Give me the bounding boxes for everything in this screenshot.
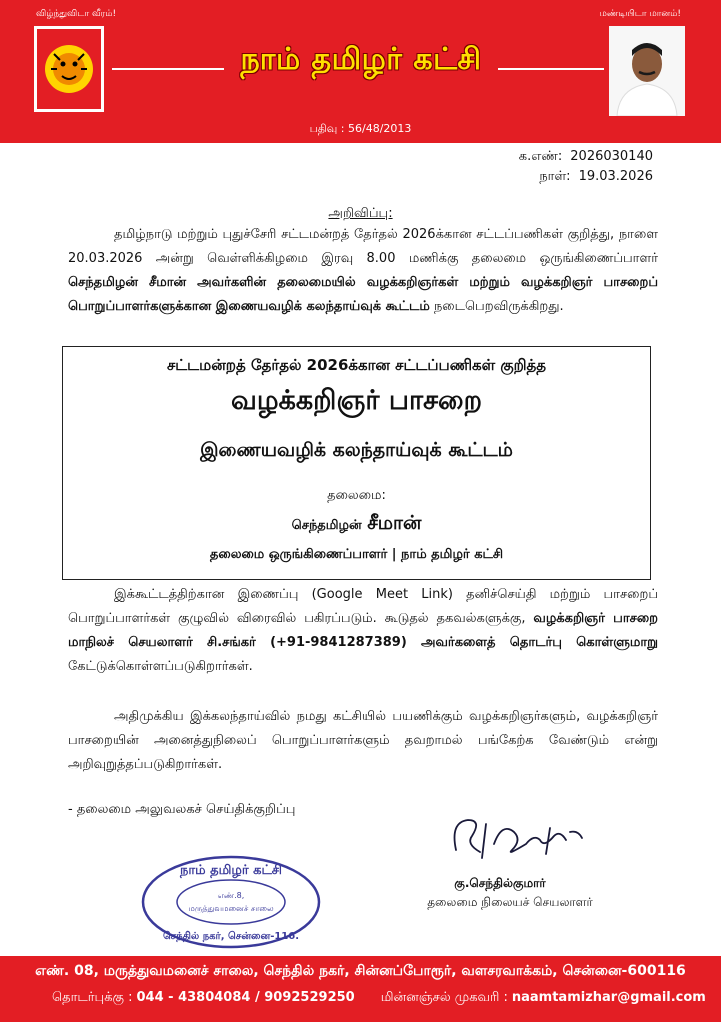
tiger-emblem-icon	[34, 26, 104, 112]
ref-number-value: 2026030140	[570, 149, 653, 164]
box-line-6: தலைமை ஒருங்கிணைப்பாளர் | நாம் தமிழர் கட்சி	[209, 547, 504, 562]
signatory-role: தலைமை நிலையச் செயலாளர்	[427, 895, 593, 909]
seal-bottom-text: செந்தில் நகர், சென்னை-116.	[162, 931, 300, 942]
header-rule-left	[112, 68, 224, 70]
box-line-3: இணையவழிக் கலந்தாய்வுக் கூட்டம்	[200, 439, 513, 461]
box-name: சீமான்	[367, 512, 422, 534]
ref-date-label: நாள்:	[539, 169, 571, 184]
ref-date-value: 19.03.2026	[578, 169, 653, 184]
p2-bold: வழக்கறிஞர் பாசறை மாநிலச் செயலாளர் சி.சங்கர் (+91-9841287389) அவர்களைத் தொடர்பு கொள்ளுமாறு	[68, 611, 658, 650]
paragraph-announcement	[68, 223, 658, 319]
email-label: மின்னஞ்சல் முகவரி :	[380, 990, 508, 1005]
tagline-left: விழ்ந்துவிடா வீரம்!	[36, 9, 117, 19]
party-title: நாம் தமிழர் கட்சி	[240, 42, 482, 77]
meeting-box	[62, 346, 651, 580]
notice-title: அறிவிப்பு:	[328, 206, 393, 221]
phone-label: தொடர்புக்கு :	[52, 990, 133, 1005]
seal-mid-2: மருத்துவமனைச் சாலை	[188, 904, 274, 913]
letterhead-footer	[0, 956, 721, 1022]
paragraph-press-note: - தலைமை அலுவலகச் செய்திக்குறிப்பு	[68, 802, 296, 817]
header-rule-right	[498, 68, 604, 70]
p2-text-2: கேட்டுக்கொள்ளப்படுகிறார்கள்.	[68, 659, 253, 674]
box-line-4: தலைமை:	[327, 488, 386, 503]
p1-text-2: நடைபெறவிருக்கிறது.	[433, 299, 564, 314]
box-line-1: சட்டமன்றத் தேர்தல் 2026க்கான சட்டப்பணிகள் குறித்த	[166, 356, 547, 374]
ref-number-label: க.எண்:	[518, 149, 563, 164]
phone-numbers: 044 - 43804084 / 9092529250	[136, 990, 355, 1005]
p1-bold: செந்தமிழன் சீமான் அவர்களின் தலைமையில் வழக்கறிஞர்கள் மற்றும் வழக்கறிஞர் பாசறைப் பொறுப்பாளர்களுக்கான இணையவழிக் கலந்தாய்வுக் கூட்டம்	[68, 275, 658, 314]
p2-text-1: இக்கூட்டத்திற்கான இணைப்பு (Google Meet Link) தனிச்செய்தி மற்றும் பாசறைப் பொறுப்பாளர்கள் குழுவில் விரைவில் பகிரப்படும். கூடுதல் தகவல்களுக்கு,	[68, 587, 658, 626]
footer-address: எண். 08, மருத்துவமனைச் சாலை, செந்தில் நகர், சின்னப்போரூர், வளசரவாக்கம், சென்னை-600116	[35, 963, 686, 979]
p1-text-1: தமிழ்நாடு மற்றும் புதுச்சேரி சட்டமன்றத் தேர்தல் 2026க்கான சட்டப்பணிகள் குறித்து, நாளை 20.03.2026 அன்று வெள்ளிக்கிழமை இரவு 8.00 மணிக்கு தலைமை ஒருங்கிணைப்பாளர்	[68, 227, 658, 266]
box-line-2: வழக்கறிஞர் பாசறை	[231, 385, 482, 416]
box-name-prefix: செந்தமிழன்	[291, 518, 362, 533]
footer-contact	[52, 990, 706, 1006]
paragraph-contact	[68, 583, 658, 679]
letterhead-header	[0, 0, 721, 143]
seal-mid-1: எண்.8,	[217, 891, 245, 900]
reference-block	[393, 147, 653, 187]
tagline-right: மண்டியிடா மானம்!	[599, 9, 681, 19]
box-line-5	[63, 512, 650, 537]
seal-top-text: நாம் தமிழர் கட்சி	[179, 863, 283, 878]
signatory-name: கு.செந்தில்குமார்	[454, 876, 546, 890]
paragraph-instruction: அதிமுக்கிய இக்கலந்தாய்வில் நமது கட்சியில் பயணிக்கும் வழக்கறிஞர்களும், வழக்கறிஞர் பாசறையின் அனைத்துநிலைப் பொறுப்பாளர்களும் தவறாமல் பங்கேற்க வேண்டும் என்று அறிவுறுத்தப்படுகிறார்கள்.	[68, 709, 658, 772]
office-seal-icon	[140, 854, 322, 950]
handwritten-signature-icon	[442, 810, 592, 868]
email-address: naamtamizhar@gmail.com	[511, 990, 706, 1005]
leader-portrait-icon	[609, 26, 685, 116]
registration-number: பதிவு : 56/48/2013	[309, 122, 412, 135]
